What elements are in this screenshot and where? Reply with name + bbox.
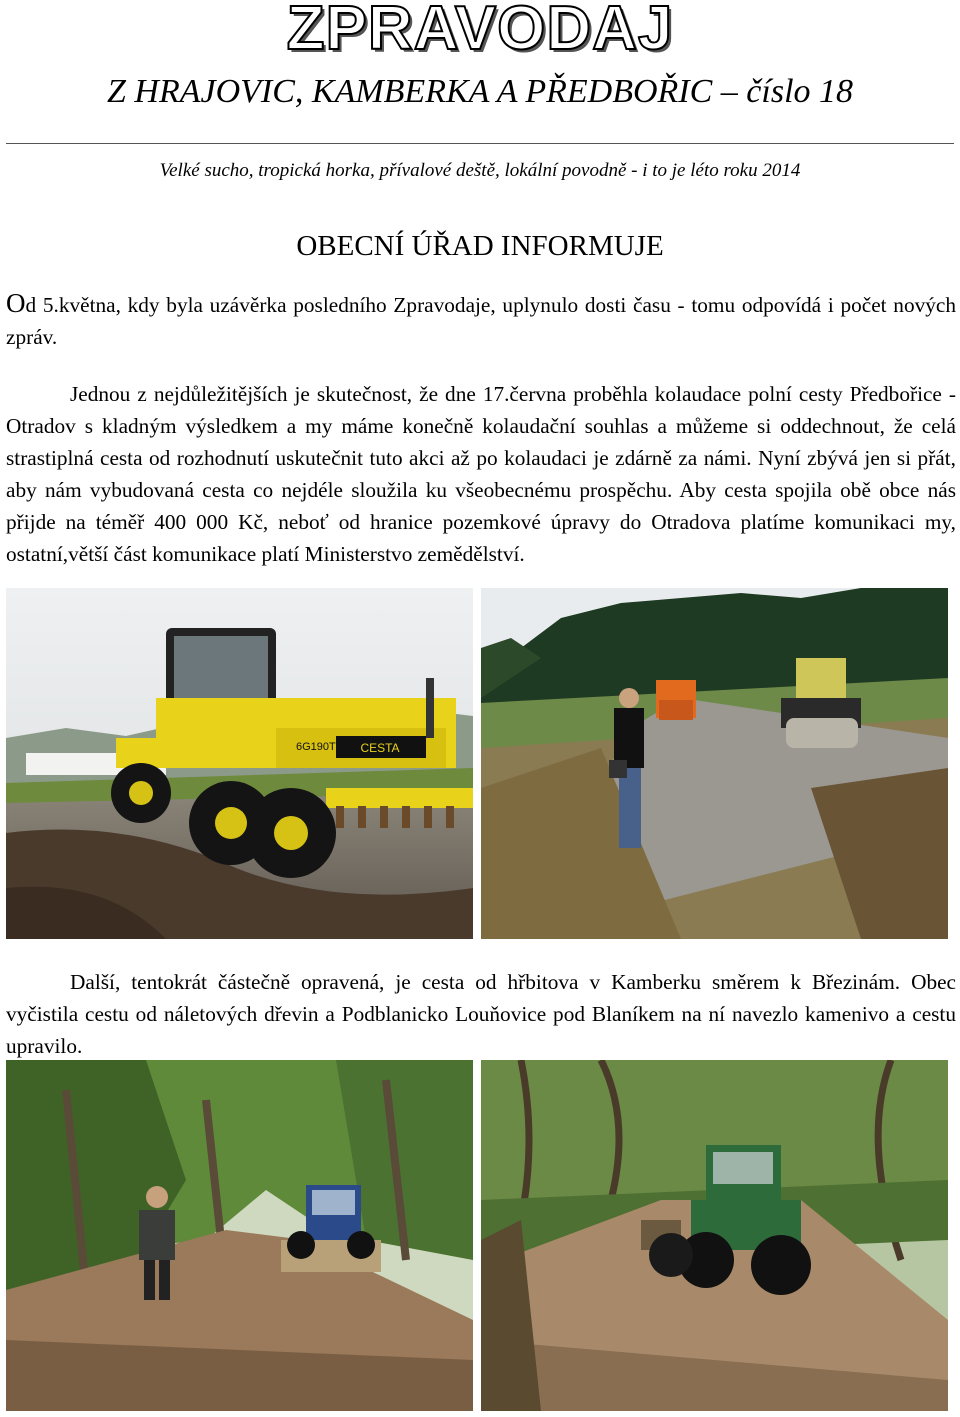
intro-paragraph (6, 287, 956, 353)
drop-initial: O (6, 288, 26, 318)
photo-road-grader (6, 588, 473, 939)
grader-number: 6G190TR4 (296, 741, 350, 753)
cemetery-road-paragraph: Další, tentokrát částečně opravená, je cesta od hřbitova v Kamberku směrem k Březinám. Obec vyčistila cestu od náletových dřevin a Podblanicko Louňovice pod Blaníkem na ní navezlo kamenivo a cestu upravilo. (6, 970, 956, 1058)
masthead-divider (6, 143, 954, 144)
photo-muddy-road-green-tractor (481, 1060, 948, 1411)
photo-new-road-roller (481, 588, 948, 939)
newsletter-subtitle: Z HRAJOVIC, KAMBERKA A PŘEDBOŘIC – číslo 18 (106, 73, 854, 110)
intro-text: d 5.května, kdy byla uzávěrka posledního Zpravodaje, uplynulo dosti času - tomu odpovídá i počet nových zpráv. (6, 293, 956, 349)
issue-tagline: Velké sucho, tropická horka, přívalové deště, lokální povodně - i to je léto roku 2014 (159, 160, 801, 181)
masthead (0, 0, 960, 112)
section-heading: OBECNÍ ÚŘAD INFORMUJE (296, 230, 664, 262)
grader-plate-text: CESTA (360, 741, 400, 755)
photo-forest-path-blue-tractor (6, 1060, 473, 1411)
road-approval-paragraph: Jednou z nejdůležitějších je skutečnost, že dne 17.června proběhla kolaudace polní cesty Předbořice - Otradov s kladným výsledkem a my máme konečně kolaudační souhlas a můžeme si oddechnout, že celá strastiplná cesta od rozhodnutí uskutečnit tuto akci až po kolaudaci je zdárně za námi. Nyní zbývá jen si přát, aby nám vybudovaná cesta co nejdéle sloužila ku všeobecnému prospěchu. Aby cesta spojila obě obce nás přijde na téměř 400 000 Kč, neboť od hranice pozemkové úpravy do Otradova platíme komunikaci my, ostatní,větší část komunikace platí Ministerstvo zemědělství. (6, 382, 956, 566)
newsletter-title: ZPRAVODAJ (286, 0, 674, 63)
